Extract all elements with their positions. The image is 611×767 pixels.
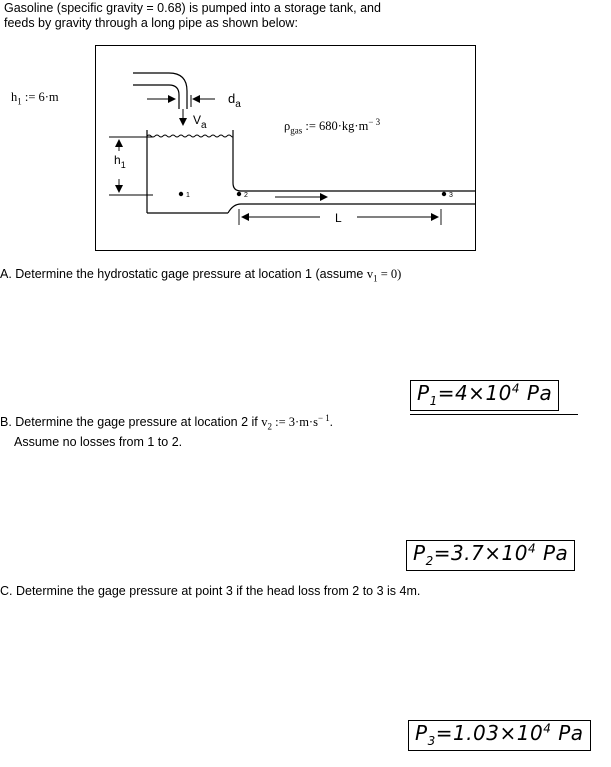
answer-p3-unit: Pa	[551, 721, 584, 745]
point-3-label: 3	[449, 192, 453, 199]
given-h1	[11, 90, 59, 107]
point-2-label: 2	[244, 192, 248, 199]
question-a	[0, 267, 401, 284]
answer-p2-value: =3.7×10	[433, 541, 528, 565]
h1-symbol: h	[11, 90, 18, 104]
point-3-dot	[442, 192, 446, 196]
inlet-pipe-inner	[133, 85, 179, 109]
question-b-text: B. Determine the gage pressure at location 2 if	[0, 415, 262, 430]
question-a-v-sub: 1	[373, 273, 378, 284]
water-surface	[147, 135, 233, 137]
answer-p2-sub: 2	[425, 554, 434, 568]
answer-p2-exp: 4	[527, 541, 537, 556]
rho-value: := 680·kg·m	[302, 119, 369, 134]
intro-text	[4, 1, 381, 31]
answer-p1-sub: 1	[429, 394, 438, 408]
answer-p1	[410, 380, 578, 415]
va-label: $V_a$	[193, 113, 207, 131]
question-c: C. Determine the gage pressure at point 3 if the head loss from 2 to 3 is 4m.	[0, 584, 421, 598]
point-1-label: 1	[186, 192, 190, 199]
given-rho-gas	[284, 117, 380, 136]
h1-value: := 6·m	[21, 90, 59, 104]
question-a-v: v	[366, 267, 374, 281]
L-label: L	[335, 211, 342, 225]
question-b-v: v	[261, 415, 268, 430]
point-1-dot	[179, 192, 183, 196]
answer-p3-sub: 3	[427, 734, 436, 748]
answer-p2-symbol: P	[413, 541, 426, 565]
answer-p1-symbol: P	[417, 381, 430, 405]
question-b	[0, 413, 333, 432]
rho-exponent: − 3	[368, 117, 381, 127]
intro-line-1: Gasoline (specific gravity = 0.68) is pumped into a storage tank, and	[4, 1, 381, 15]
question-a-tail: = 0)	[377, 267, 402, 281]
answer-p3-value: =1.03×10	[435, 721, 544, 745]
tank-right-wall-pipe-top	[233, 130, 476, 191]
answer-p3-symbol: P	[415, 721, 428, 745]
answer-p3-exp: 4	[543, 721, 552, 736]
diagram-frame	[96, 46, 476, 251]
da-label: $d_a$	[228, 91, 241, 110]
rho-symbol: ρ	[284, 119, 291, 134]
pipe-bottom	[228, 204, 476, 213]
point-2-dot	[237, 192, 241, 196]
question-b-exp: − 1	[317, 413, 330, 423]
question-b-dot: .	[329, 415, 333, 430]
h1-diagram-label: $h_1$	[114, 153, 126, 170]
answer-p2-unit: Pa	[536, 541, 569, 565]
answer-p1-underline	[410, 414, 578, 415]
question-b-v-sub: 2	[267, 421, 273, 432]
question-b-value: := 3·m·s	[272, 415, 318, 430]
question-a-text: A. Determine the hydrostatic gage pressure at location 1 (assume	[0, 267, 367, 281]
h1-subscript: 1	[17, 96, 22, 107]
answer-p1-value: =4×10	[437, 381, 512, 405]
intro-line-2: feeds by gravity through a long pipe as shown below:	[4, 16, 298, 30]
rho-subscript: gas	[290, 125, 303, 136]
tank-pipe-diagram	[95, 45, 476, 251]
question-b-line2: Assume no losses from 1 to 2.	[14, 435, 183, 449]
answer-p1-unit: Pa	[520, 381, 553, 405]
answer-p1-exp: 4	[511, 381, 521, 396]
answer-p3	[408, 720, 591, 751]
answer-p2	[406, 540, 575, 571]
